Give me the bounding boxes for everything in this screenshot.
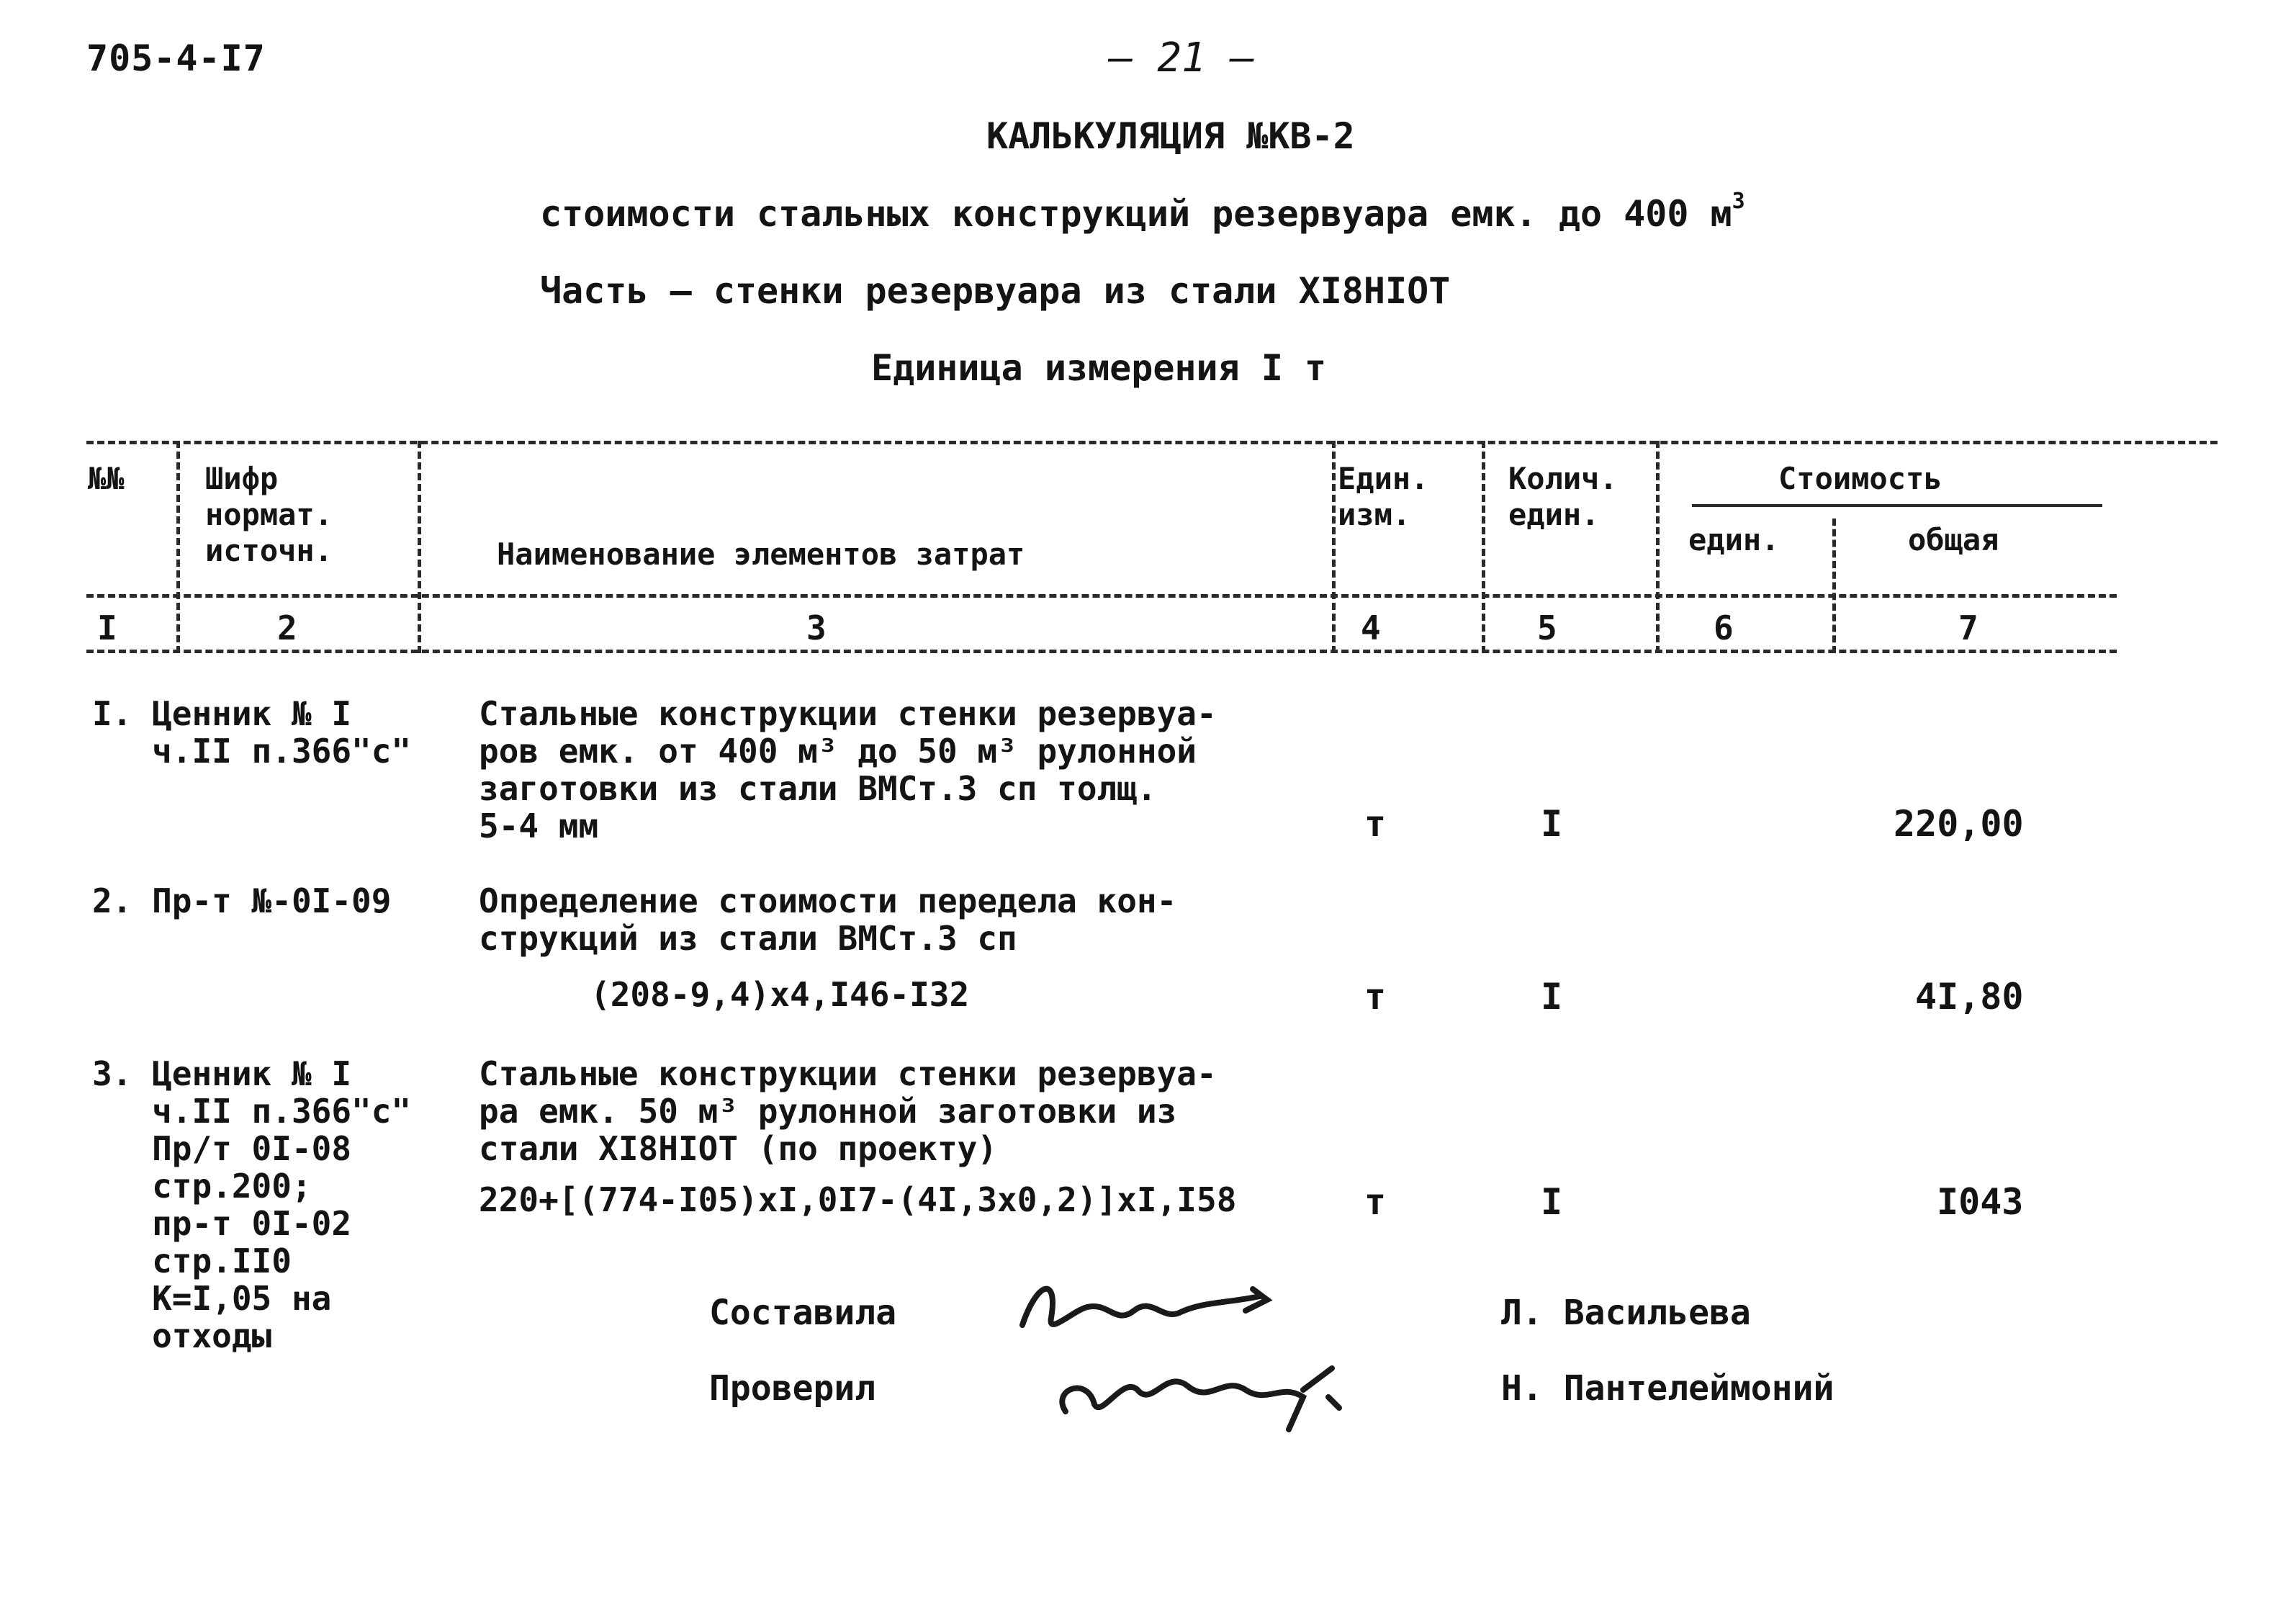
column-number: 3	[806, 609, 827, 647]
header-qty: Колич. един.	[1508, 461, 1618, 532]
table-row-1-name: Стальные конструкции стенки резервуа- ров емк. от 400 м³ до 50 м³ рулонной заготовки из стали ВМСт.3 сп толщ. 5-4 мм	[479, 694, 1217, 845]
table-row-2-qty: I	[1541, 976, 1563, 1018]
page-number: — 21 —	[1109, 35, 1255, 81]
checked-name: Н. Пантелеймоний	[1501, 1368, 1834, 1409]
table-row-1-total: 220,00	[1894, 803, 2024, 845]
table-col-divider	[1832, 519, 1836, 653]
table-col-divider	[1332, 441, 1336, 653]
table-col-divider	[418, 441, 421, 653]
column-number: 6	[1714, 609, 1734, 647]
table-top-rule	[86, 441, 2218, 444]
header-unit: Един. изм.	[1338, 461, 1429, 532]
column-number: 2	[277, 609, 297, 647]
table-row-1-qty: I	[1541, 803, 1563, 845]
table-row-3-total: I043	[1937, 1181, 2024, 1223]
table-col-divider	[1656, 441, 1660, 653]
header-cost-unit: един.	[1688, 522, 1780, 557]
table-row-3-code: 3. Ценник № I ч.II п.366"с" Пр/т 0I-08 стр.200; пр-т 0I-02 стр.II0 К=I,05 на отходы	[92, 1054, 412, 1355]
table-colnum-rule	[86, 650, 2117, 653]
unit-line: Единица измерения I т	[871, 347, 1327, 389]
checked-label: Проверил	[709, 1368, 876, 1409]
column-number: 7	[1958, 609, 1978, 647]
composed-signature	[1008, 1267, 1282, 1347]
table-row-2-name: Определение стоимости передела кон- струкций из стали ВМСт.3 сп	[479, 881, 1177, 958]
table-header-rule	[86, 594, 2117, 598]
calculation-title: КАЛЬКУЛЯЦИЯ №КВ-2	[986, 115, 1355, 157]
table-row-2-code: 2. Пр-т №-0I-09	[92, 881, 392, 920]
header-cost-total: общая	[1908, 522, 1999, 557]
table-row-3-name: Стальные конструкции стенки резервуа- ра емк. 50 м³ рулонной заготовки из стали XI8HIOT (по проекту)	[479, 1054, 1217, 1168]
subtitle-text: стоимости стальных конструкций резервуара емк. до 400 м	[540, 193, 1732, 235]
table-col-divider	[1482, 441, 1485, 653]
calculation-subtitle	[540, 189, 1745, 235]
header-cost: Стоимость	[1778, 461, 1942, 496]
column-number: I	[97, 609, 117, 647]
composed-name: Л. Васильева	[1501, 1293, 1751, 1333]
checked-signature	[1044, 1347, 1354, 1440]
table-row-3-unit: т	[1364, 1181, 1387, 1223]
column-number: 4	[1361, 609, 1381, 647]
composed-label: Составила	[709, 1293, 897, 1333]
table-col-divider	[176, 441, 180, 653]
table-row-3-qty: I	[1541, 1181, 1563, 1223]
column-number: 5	[1537, 609, 1557, 647]
header-name: Наименование элементов затрат	[497, 537, 1025, 572]
header-code: Шифр нормат. источн.	[205, 461, 333, 568]
table-row-1-code: I. Ценник № I ч.II п.366"с"	[92, 694, 412, 771]
table-row-3-formula: 220+[(774-I05)xI,0I7-(4I,3x0,2)]xI,I58	[479, 1180, 1237, 1219]
table-row-2-total: 4I,80	[1915, 976, 2024, 1018]
subtitle-superscript: 3	[1732, 189, 1745, 214]
cost-group-underline	[1692, 504, 2102, 507]
table-row-2-unit: т	[1364, 976, 1387, 1018]
header-num: №№	[88, 461, 125, 496]
part-line: Часть – стенки резервуара из стали XI8HIOT	[540, 270, 1451, 312]
table-row-2-formula: (208-9,4)x4,I46-I32	[590, 975, 970, 1014]
table-row-1-unit: т	[1364, 803, 1387, 845]
document-code: 705-4-I7	[86, 37, 266, 79]
